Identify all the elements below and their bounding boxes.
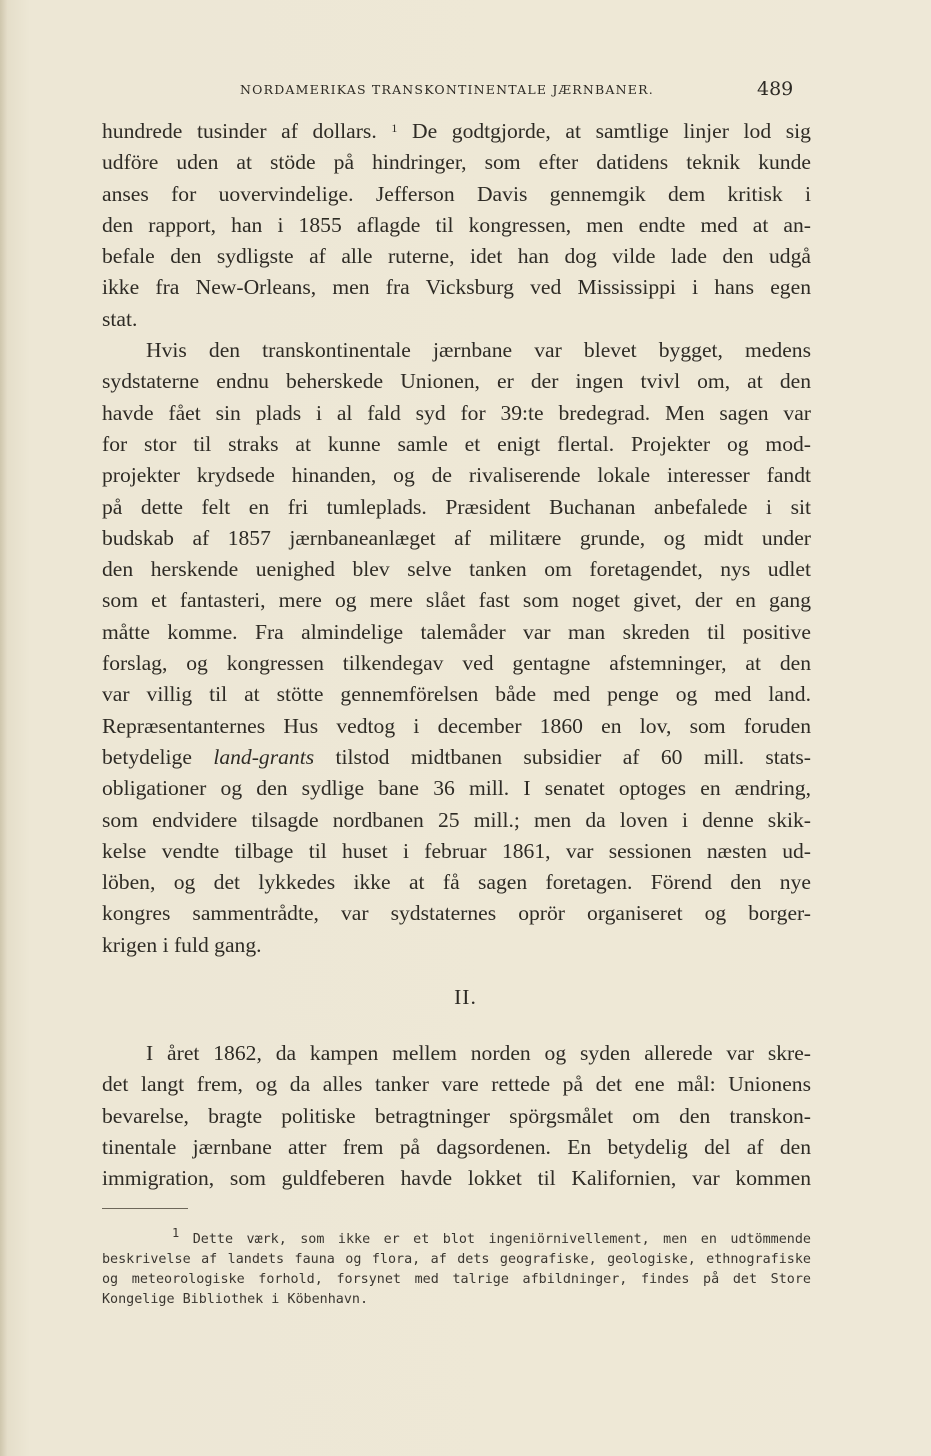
text-line: tinentale jærnbane atter frem på dagsordenen. En betydelig del af den xyxy=(102,1134,811,1159)
text-line: anses for uovervindelige. Jefferson Davis gennemgik dem kritisk i xyxy=(102,181,811,206)
text-line: var villig til at stötte gennemförelsen både med penge og med land. xyxy=(102,682,811,707)
page-number: 489 xyxy=(757,78,794,100)
body-text xyxy=(102,116,811,961)
italic-term: land-grants xyxy=(213,744,315,769)
text-line: forslag, og kongressen tilkendegav ved gentagne afstemninger, at den xyxy=(102,651,811,676)
text-line: obligationer og den sydlige bane 36 mill. I senatet optoges en ændring, xyxy=(102,776,811,801)
text-line: for stor til straks at kunne samle et enigt flertal. Projekter og mod- xyxy=(102,431,811,456)
footnote-line: og meteorologiske forhold, forsynet med talrige afbildninger, findes på det Store xyxy=(102,1272,811,1287)
footnote-line: Kongelige Bibliothek i Köbenhavn. xyxy=(102,1292,369,1307)
line-text: tilstod midtbanen subsidier af 60 mill. stats- xyxy=(335,744,811,769)
text-line: krigen i fuld gang. xyxy=(102,932,262,957)
body-text-section-2 xyxy=(102,1038,811,1194)
page-header xyxy=(0,78,931,102)
text-line: I året 1862, da kampen mellem norden og syden allerede var skre- xyxy=(146,1041,811,1065)
text-line: budskab af 1857 jærnbaneanlæget af militære grunde, og midt under xyxy=(102,525,811,550)
text-line xyxy=(102,116,811,147)
text-line: som endvidere tilsagde nordbanen 25 mill.; men da loven i denne skik- xyxy=(102,807,811,832)
text-line: måtte komme. Fra almindelige talemåder var man skreden til positive xyxy=(102,619,811,644)
text-line: bevarelse, bragte politiske betragtninger spörgsmålet om den transkon- xyxy=(102,1103,811,1128)
text-line: den herskende uenighed blev selve tanken om foretagendet, nys udlet xyxy=(102,557,811,582)
section-heading: II. xyxy=(454,985,477,1009)
text-line: ikke fra New-Orleans, men fra Vicksburg ved Mississippi i hans egen xyxy=(102,275,811,300)
text-line: sydstaterne endnu beherskede Unionen, er der ingen tvivl om, at den xyxy=(102,369,811,394)
text-line: kongres sammentrådte, var sydstaternes oprör organiseret og borger- xyxy=(102,901,811,926)
text-line: löben, og det lykkedes ikke at få sagen foretagen. Förend den nye xyxy=(102,870,811,895)
footnote xyxy=(102,1226,811,1310)
text-line: befale den sydligste af alle ruterne, idet han dog vilde lade den udgå xyxy=(102,244,811,269)
text-line: Hvis den transkontinentale jærnbane var blevet bygget, medens xyxy=(146,338,811,363)
footnote-text: Dette værk, som ikke er et blot ingeniörnivellement, men en udtömmende xyxy=(192,1232,811,1247)
text-line xyxy=(102,742,811,773)
text-line: Repræsentanternes Hus vedtog i december 1860 en lov, som foruden xyxy=(102,713,811,738)
text-line: projekter krydsede hinanden, og de rivaliserende lokale interesser fandt xyxy=(102,463,811,488)
running-title: NORDAMERIKAS TRANSKONTINENTALE JÆRNBANER. xyxy=(240,82,654,97)
footnote-divider xyxy=(102,1208,188,1209)
text-line: immigration, som guldfeberen havde lokket til Kalifornien, var kommen xyxy=(102,1166,811,1191)
footnote-marker: 1 xyxy=(172,1226,180,1240)
line-text: De godtgjorde, at samtlige linjer lod sig xyxy=(411,119,811,143)
page-edge-shadow xyxy=(0,0,8,1456)
line-text: hundrede tusinder af dollars. xyxy=(102,119,377,143)
text-line: stat. xyxy=(102,306,138,331)
text-line: udföre uden at stöde på hindringer, som efter datidens teknik kunde xyxy=(102,150,811,175)
line-text: betydelige xyxy=(102,744,192,769)
text-line: på dette felt en fri tumleplads. Præsident Buchanan anbefalede i sit xyxy=(102,494,811,519)
footnote-line xyxy=(102,1226,811,1250)
footnote-marker: 1 xyxy=(391,121,398,135)
text-line: som et fantasteri, mere og mere slået fast som noget givet, der en gang xyxy=(102,588,811,613)
text-line: det langt frem, og da alles tanker vare rettede på det ene mål: Unionens xyxy=(102,1072,811,1097)
footnote-line: beskrivelse af landets fauna og flora, af dets geografiske, geologiske, ethnografiske xyxy=(102,1252,811,1267)
text-line: havde fået sin plads i al fald syd for 39:te bredegrad. Men sagen var xyxy=(102,400,811,425)
text-line: den rapport, han i 1855 aflagde til kongressen, men endte med at an- xyxy=(102,212,811,237)
text-line: kelse vendte tilbage til huset i februar 1861, var sessionen næsten ud- xyxy=(102,838,811,863)
